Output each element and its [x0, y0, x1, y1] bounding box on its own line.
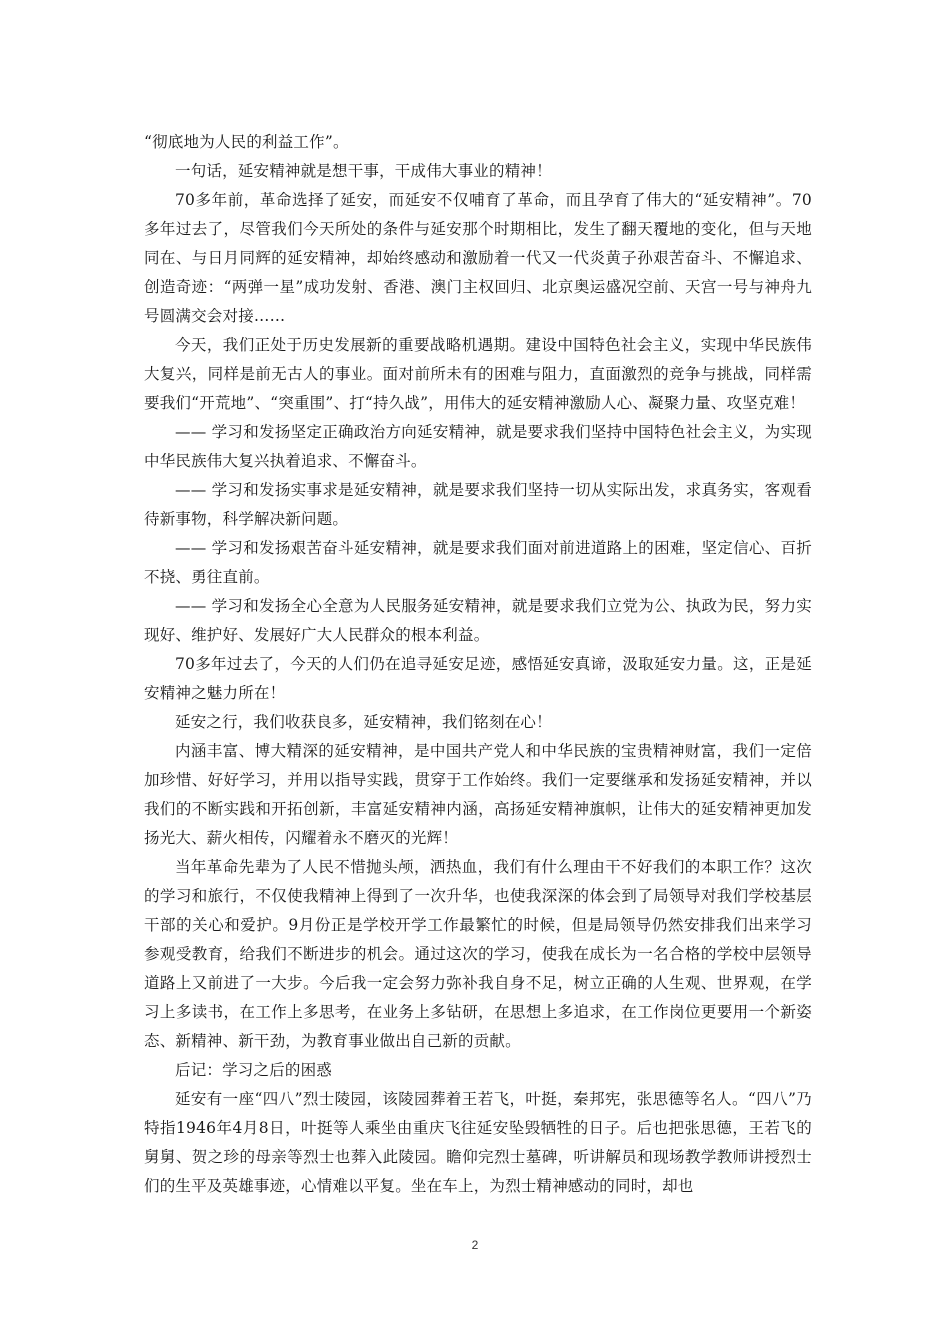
paragraph-7: —— 学习和发扬艰苦奋斗延安精神，就是要求我们面对前进道路上的困难，坚定信心、百折不挠、勇往直前。 — [144, 539, 812, 586]
paragraph-5: —— 学习和发扬坚定正确政治方向延安精神，就是要求我们坚持中国特色社会主义，为实现中华民族伟大复兴执着追求、不懈奋斗。 — [144, 423, 812, 470]
paragraph-12: 当年革命先辈为了人民不惜抛头颅，洒热血，我们有什么理由干不好我们的本职工作？这次的学习和旅行，不仅使我精神上得到了一次升华，也使我深深的体会到了局领导对我们学校基层干部的关心和爱护。9月份正是学校开学工作最繁忙的时候，但是局领导仍然安排我们出来学习参观受教育，给我们不断进步的机会。通过这次的学习，使我在成长为一名合格的学校中层领导道路上又前进了一大步。今后我一定会努力弥补我自身不足，树立正确的人生观、世界观，在学习上多读书，在工作上多思考，在业务上多钻研，在思想上多追求，在工作岗位更要用一个新姿态、新精神、新干劲，为教育事业做出自己新的贡献。 — [144, 858, 812, 1050]
body-text — [144, 128, 812, 1201]
paragraph-10: 延安之行，我们收获良多，延安精神，我们铭刻在心！ — [175, 713, 552, 731]
page-number: 2 — [471, 1238, 479, 1252]
paragraph-9: 70多年过去了，今天的人们仍在追寻延安足迹，感悟延安真谛，汲取延安力量。这，正是延安精神之魅力所在！ — [144, 655, 812, 702]
postscript-heading: 后记：学习之后的困惑 — [175, 1061, 333, 1079]
paragraph-14: 延安有一座“四八”烈士陵园，该陵园葬着王若飞，叶挺，秦邦宪，张思德等名人。“四八”乃特指1946年4月8日，叶挺等人乘坐由重庆飞往延安坠毁牺牲的日子。后也把张思德，王若飞的舅舅、贺之珍的母亲等烈士也葬入此陵园。瞻仰完烈士墓碑，听讲解员和现场教学教师讲授烈士们的生平及英雄事迹，心情难以平复。坐在车上，为烈士精神感动的同时，却也 — [144, 1090, 812, 1195]
paragraph-1: “彻底地为人民的利益工作”。 — [144, 133, 349, 151]
paragraph-3: 70多年前，革命选择了延安，而延安不仅哺育了革命，而且孕育了伟大的“延安精神”。70多年过去了，尽管我们今天所处的条件与延安那个时期相比，发生了翻天覆地的变化，但与天地同在、与日月同辉的延安精神，却始终感动和激励着一代又一代炎黄子孙艰苦奋斗、不懈追求、创造奇迹：“两弹一星”成功发射、香港、澳门主权回归、北京奥运盛况空前、天宫一号与神舟九号圆满交会对接…… — [144, 191, 812, 325]
paragraph-11: 内涵丰富、博大精深的延安精神，是中国共产党人和中华民族的宝贵精神财富，我们一定倍加珍惜、好好学习，并用以指导实践，贯穿于工作始终。我们一定要继承和发扬延安精神，并以我们的不断实践和开拓创新，丰富延安精神内涵，高扬延安精神旗帜，让伟大的延安精神更加发扬光大、薪火相传，闪耀着永不磨灭的光辉！ — [144, 742, 812, 847]
paragraph-2: 一句话，延安精神就是想干事，干成伟大事业的精神！ — [175, 162, 552, 180]
paragraph-6: —— 学习和发扬实事求是延安精神，就是要求我们坚持一切从实际出发，求真务实，客观看待新事物，科学解决新问题。 — [144, 481, 812, 528]
paragraph-4: 今天，我们正处于历史发展新的重要战略机遇期。建设中国特色社会主义，实现中华民族伟大复兴，同样是前无古人的事业。面对前所未有的困难与阻力，直面激烈的竞争与挑战，同样需要我们“开荒地”、“突重围”、打“持久战”，用伟大的延安精神激励人心、凝聚力量、攻坚克难！ — [144, 336, 812, 412]
paragraph-8: —— 学习和发扬全心全意为人民服务延安精神，就是要求我们立党为公、执政为民，努力实现好、维护好、发展好广大人民群众的根本利益。 — [144, 597, 812, 644]
